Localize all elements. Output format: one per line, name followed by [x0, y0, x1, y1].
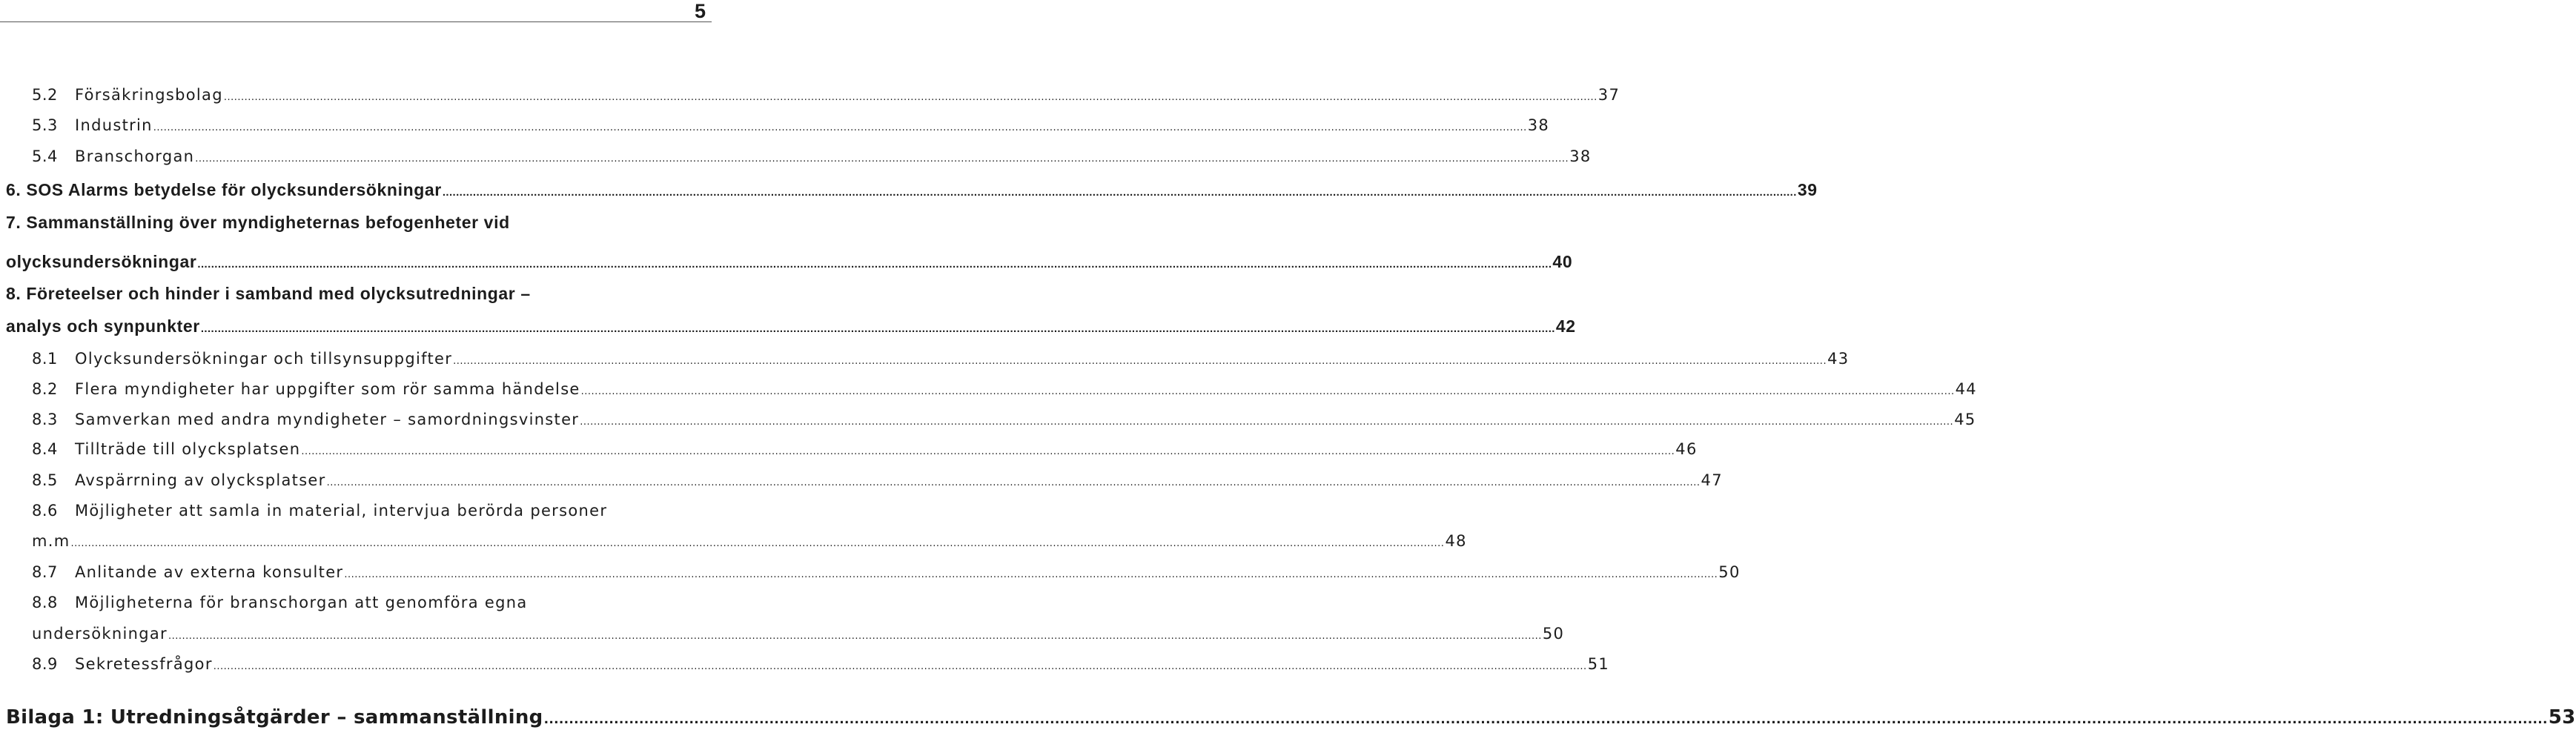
toc-entry-5-3[interactable] [32, 116, 1550, 134]
dot-leader: ................................................................................................................................................................................................................................................................................................................................................................................................................ [197, 258, 1552, 271]
toc-entry-label: Möjligheterna för branschorgan att genomföra egna [75, 594, 528, 611]
header-divider [0, 21, 712, 22]
toc-entry-page: 50 [1542, 625, 1565, 643]
toc-entry-label: Möjligheter att samla in material, intervjua berörda personer [75, 502, 608, 520]
toc-entry-page: 39 [1797, 180, 1818, 199]
toc-entry-code: 8.8 [32, 594, 58, 611]
toc-entry-8-7[interactable] [32, 563, 1741, 581]
toc-entry-label: undersökningar [32, 625, 168, 643]
toc-entry-code: 5.2 [32, 86, 58, 104]
dot-leader: ................................................................................................................................................................................................................................................................................................................................................................................................................ [580, 417, 1954, 428]
toc-entry-label: Industrin [75, 116, 153, 134]
page-number: 5 [694, 0, 706, 22]
toc-entry-label: Tillträde till olycksplatsen [75, 440, 301, 458]
toc-entry-page: 47 [1701, 471, 1723, 489]
toc-entry-8-6[interactable] [32, 532, 1467, 550]
toc-entry-page: 38 [1569, 147, 1592, 165]
toc-entry-label: Bilaga 1: Utredningsåtgärder – sammanställning [6, 706, 543, 729]
toc-entry-label: Olycksundersökningar och tillsynsuppgifter [75, 350, 453, 368]
dot-leader: ................................................................................................................................................................................................................................................................................................................................................................................................................ [223, 92, 1597, 103]
dot-leader: ................................................................................................................................................................................................................................................................................................................................................................................................................ [453, 356, 1827, 367]
toc-entry-code: 5.4 [32, 147, 58, 165]
dot-leader: ................................................................................................................................................................................................................................................................................................................................................................................................................ [326, 477, 1701, 488]
toc-chapter-7-title[interactable]: 7. Sammanställning över myndigheternas befogenheter vid [6, 213, 510, 232]
toc-entry-code: 8.9 [32, 655, 58, 673]
toc-entry-label: Försäkringsbolag [75, 86, 223, 104]
toc-entry-code: 8.7 [32, 563, 58, 581]
toc-entry-code: 8.2 [32, 380, 58, 398]
toc-entry-label: m.m [32, 532, 70, 550]
toc-entry-page: 42 [1555, 316, 1576, 336]
toc-entry-label: Sekretessfrågor [75, 655, 213, 673]
toc-entry-page: 43 [1827, 350, 1850, 368]
toc-entry-page: 46 [1675, 440, 1698, 458]
toc-entry-8-8-title[interactable] [32, 594, 528, 611]
dot-leader: ................................................................................................................................................................................................................................................................................................................................................................................................................ [70, 538, 1445, 549]
toc-entry-page: 45 [1954, 411, 1976, 428]
dot-leader: ................................................................................................................................................................................................................................................................................................................................................................................................................ [442, 186, 1797, 199]
toc-entry-code: 8.6 [32, 502, 58, 520]
toc-chapter-7[interactable] [6, 252, 1573, 272]
toc-entry-label: 6. SOS Alarms betydelse för olycksundersökningar [6, 180, 442, 199]
toc-entry-8-8[interactable] [32, 625, 1565, 643]
toc-entry-8-5[interactable] [32, 471, 1723, 489]
toc-entry-label: Branschorgan [75, 147, 195, 165]
toc-entry-8-9[interactable] [32, 655, 1610, 673]
toc-entry-8-4[interactable] [32, 440, 1698, 458]
toc-entry-8-2[interactable] [32, 380, 1977, 398]
toc-entry-label: olycksundersökningar [6, 252, 197, 271]
toc-entry-label: Flera myndigheter har uppgifter som rör samma händelse [75, 380, 580, 398]
toc-entry-5-4[interactable] [32, 147, 1592, 165]
toc-entry-8-3[interactable] [32, 411, 1976, 428]
toc-entry-code: 8.3 [32, 411, 58, 428]
toc-entry-code: 8.1 [32, 350, 58, 368]
dot-leader: ................................................................................................................................................................................................................................................................................................................................................................................................................ [195, 153, 1569, 165]
toc-entry-label: analys och synpunkter [6, 316, 200, 336]
dot-leader: ................................................................................................................................................................................................................................................................................................................................................................................................................ [168, 631, 1542, 642]
toc-entry-code: 8.5 [32, 471, 58, 489]
dot-leader: ................................................................................................................................................................................................................................................................................................................................................................................................................ [153, 122, 1527, 133]
toc-chapter-6[interactable] [6, 180, 1818, 200]
toc-entry-8-1[interactable] [32, 350, 1850, 368]
toc-entry-page: 48 [1445, 532, 1467, 550]
toc-entry-page: 53 [2548, 706, 2576, 729]
toc-entry-page: 38 [1527, 116, 1550, 134]
toc-entry-label: Samverkan med andra myndigheter – samordningsvinster [75, 411, 580, 428]
toc-entry-page: 51 [1587, 655, 1610, 673]
toc-entry-page: 50 [1718, 563, 1741, 581]
toc-entry-code: 8.4 [32, 440, 58, 458]
toc-appendix-1[interactable] [6, 706, 2576, 729]
dot-leader: ................................................................................................................................................................................................................................................................................................................................................................................................................ [200, 322, 1555, 335]
toc-entry-label: Anlitande av externa konsulter [75, 563, 344, 581]
toc-entry-page: 37 [1597, 86, 1620, 104]
toc-chapter-8[interactable] [6, 316, 1576, 336]
dot-leader: ................................................................................................................................................................................................................................................................................................................................................................................................................ [213, 661, 1587, 672]
toc-entry-page: 40 [1552, 252, 1573, 271]
dot-leader: ................................................................................................................................................................................................................................................................................................................................................................................................................ [543, 712, 2548, 727]
toc-entry-label: Avspärrning av olycksplatser [75, 471, 326, 489]
dot-leader: ................................................................................................................................................................................................................................................................................................................................................................................................................ [344, 569, 1718, 580]
toc-entry-5-2[interactable] [32, 86, 1620, 104]
toc-entry-page: 44 [1955, 380, 1977, 398]
toc-entry-code: 5.3 [32, 116, 58, 134]
dot-leader: ................................................................................................................................................................................................................................................................................................................................................................................................................ [580, 386, 1955, 397]
dot-leader: ................................................................................................................................................................................................................................................................................................................................................................................................................ [301, 446, 1675, 457]
toc-chapter-8-title[interactable]: 8. Företeelser och hinder i samband med olycksutredningar – [6, 284, 531, 303]
toc-entry-8-6-title[interactable] [32, 502, 607, 520]
